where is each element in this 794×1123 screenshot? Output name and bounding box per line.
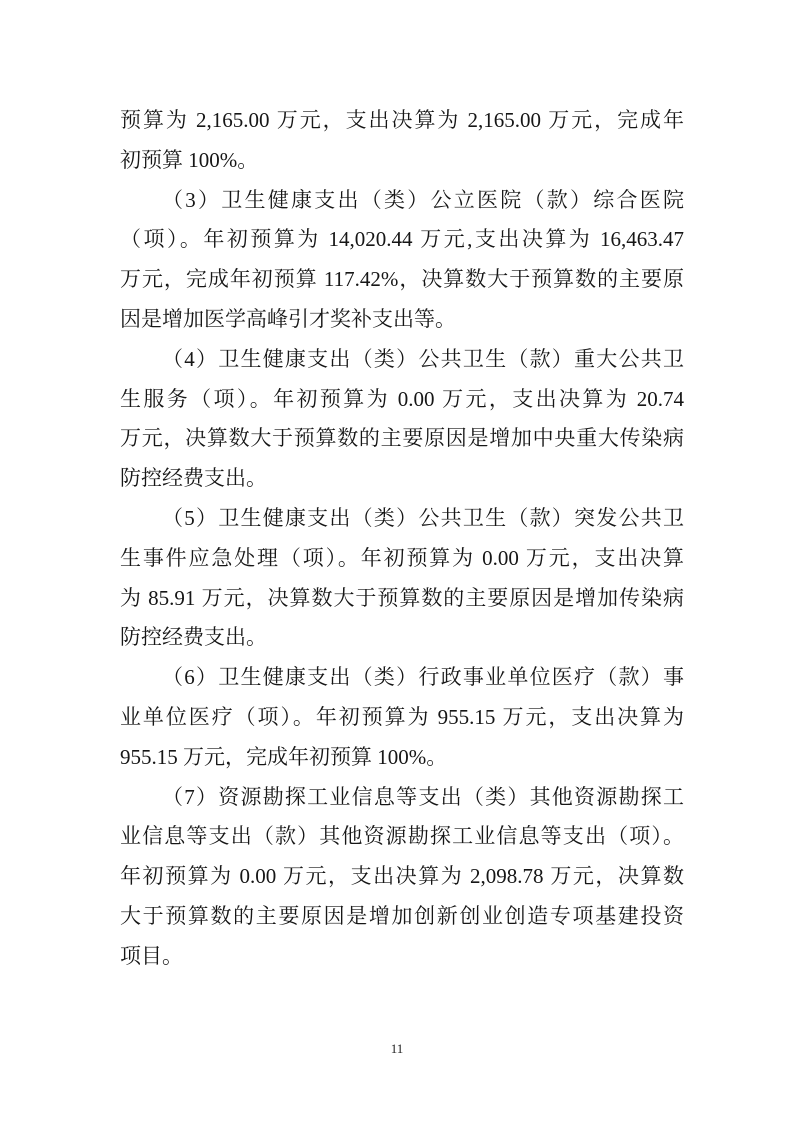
text-line: 年初预算为 0.00 万元，支出决算为 2,098.78 万元，决算数 [120,864,684,889]
paragraph [120,340,684,499]
paragraph [120,101,684,181]
text-line: 因是增加医学高峰引才奖补支出等。 [120,306,456,331]
text-line: （项）。年初预算为 14,020.44 万元,支出决算为 16,463.47 [120,227,684,252]
text-line: （5）卫生健康支出（类）公共卫生（款）突发公共卫 [162,505,684,530]
text-line: 业单位医疗（项）。年初预算为 955.15 万元，支出决算为 [120,704,684,729]
text-line: 防控经费支出。 [120,466,267,491]
text-line: （7）资源勘探工业信息等支出（类）其他资源勘探工 [162,784,684,809]
text-line: 防控经费支出。 [120,625,267,650]
text-line: 生服务（项）。年初预算为 0.00 万元，支出决算为 20.74 [120,386,684,411]
paragraph [120,181,684,340]
text-line: 业信息等支出（款）其他资源勘探工业信息等支出（项）。 [120,824,684,849]
document-body [120,101,684,977]
paragraph [120,499,684,658]
text-line: 955.15 万元，完成年初预算 100%。 [120,744,448,769]
text-line: 万元，完成年初预算 117.42%，决算数大于预算数的主要原 [120,267,684,292]
text-line: 大于预算数的主要原因是增加创新创业创造专项基建投资 [120,903,684,928]
paragraph [120,778,684,977]
text-line: 万元，决算数大于预算数的主要原因是增加中央重大传染病 [120,426,684,451]
page-number: 11 [390,1041,404,1056]
text-line: 为 85.91 万元，决算数大于预算数的主要原因是增加传染病 [120,585,684,610]
text-line: 预算为 2,165.00 万元，支出决算为 2,165.00 万元，完成年 [120,108,684,132]
text-line: （4）卫生健康支出（类）公共卫生（款）重大公共卫 [162,346,684,371]
text-line: （3）卫生健康支出（类）公立医院（款）综合医院 [162,187,684,212]
text-line: （6）卫生健康支出（类）行政事业单位医疗（款）事 [162,665,684,690]
text-line: 项目。 [120,943,183,968]
paragraph [120,658,684,777]
text-line: 生事件应急处理（项）。年初预算为 0.00 万元，支出决算 [120,545,684,570]
text-line: 初预算 100%。 [120,147,259,172]
